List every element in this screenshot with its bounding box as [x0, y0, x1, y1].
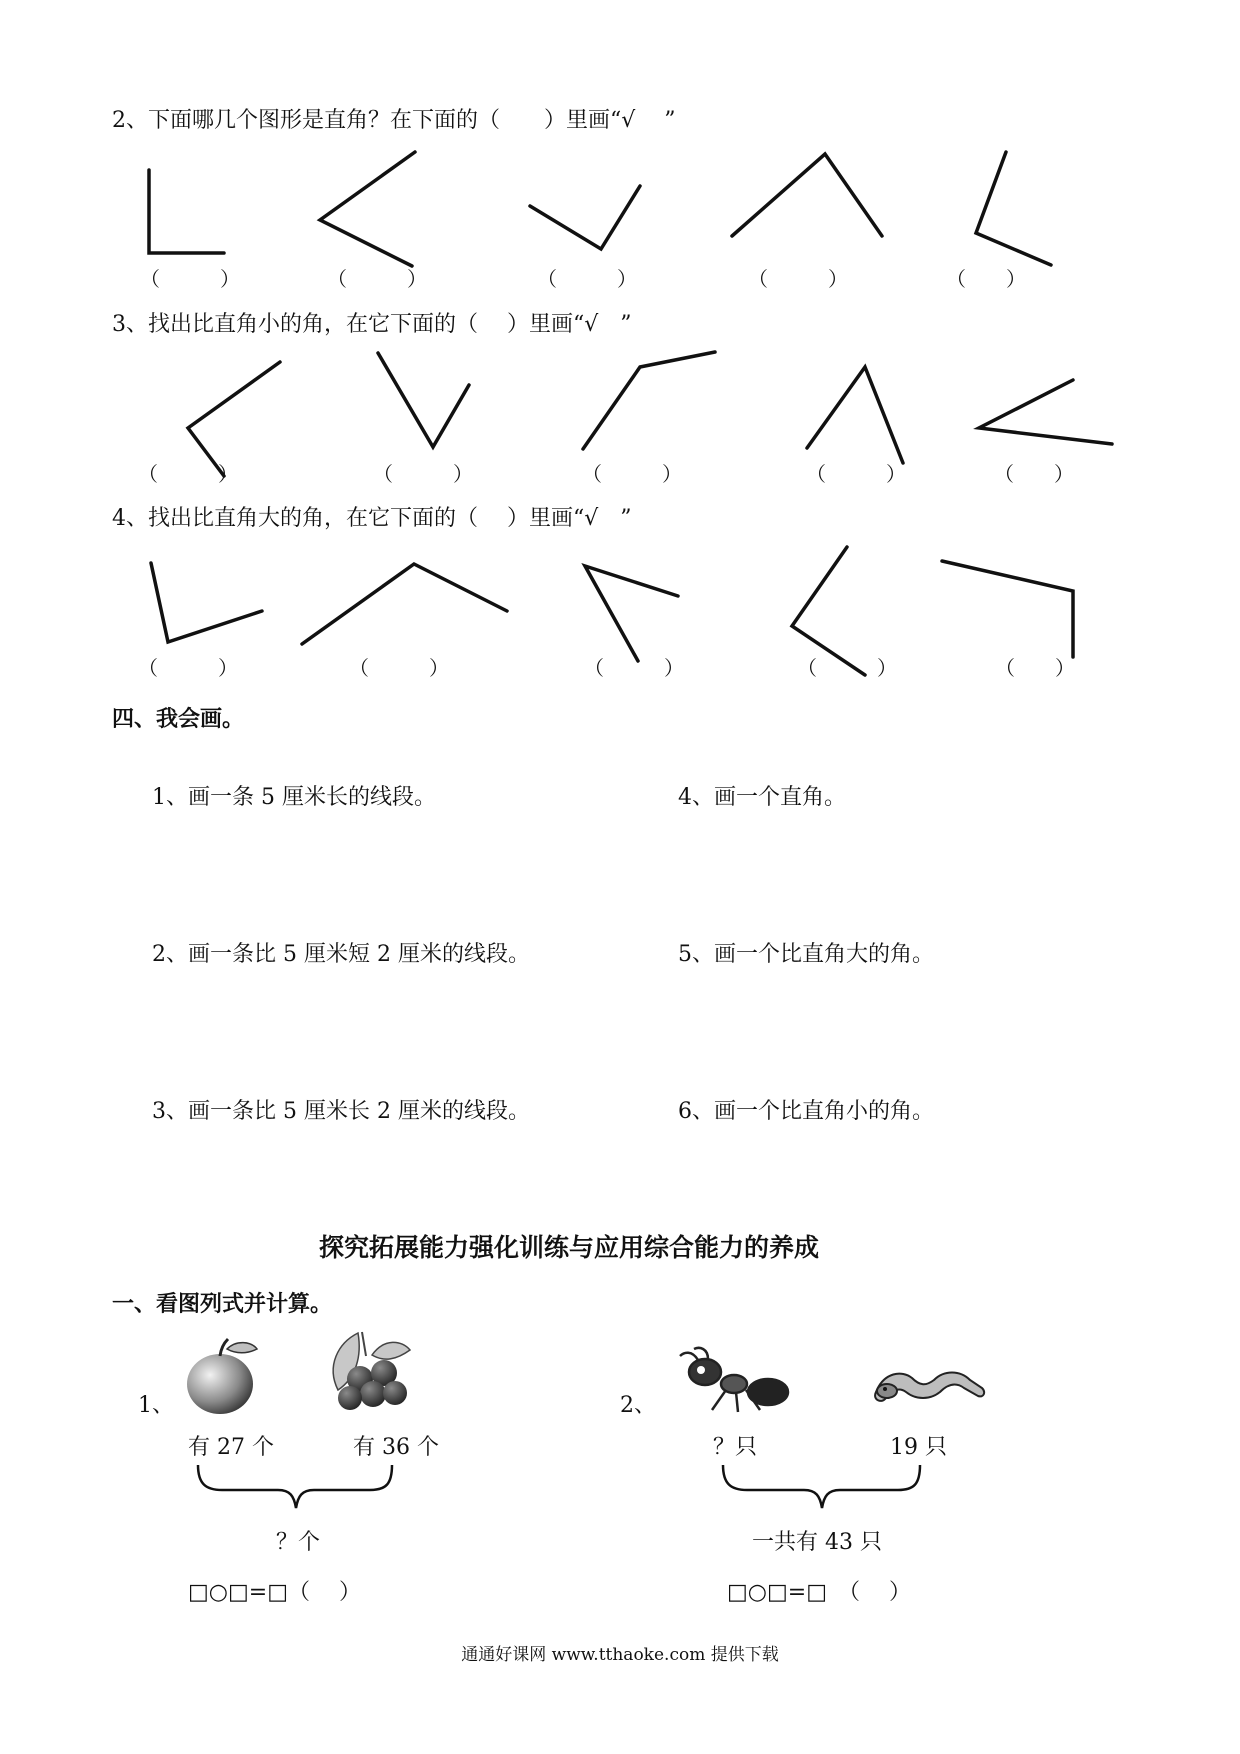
page-title: 探究拓展能力强化训练与应用综合能力的养成: [319, 1233, 820, 1262]
section4-heading: 四、我会画。: [112, 707, 245, 732]
draw-item-3: 3、画一条比 5 厘米长 2 厘米的线段。: [152, 1099, 530, 1124]
q3-answer-paren-4[interactable]: （ ）: [806, 462, 906, 486]
p2-right-label: 19 只: [890, 1435, 947, 1460]
q3-answer-paren-3[interactable]: （ ）: [582, 462, 682, 486]
p1-brace: [198, 1465, 392, 1508]
snake-icon: [875, 1373, 984, 1401]
draw-item-5: 5、画一个比直角大的角。: [678, 942, 934, 967]
q3-text: 3、找出比直角小的角，在它下面的（ ）里画“√ ”: [112, 312, 632, 337]
section1-heading: 一、看图列式并计算。: [112, 1292, 333, 1317]
q2-answer-paren-2[interactable]: （ ）: [327, 267, 427, 291]
draw-item-2: 2、画一条比 5 厘米短 2 厘米的线段。: [152, 942, 530, 967]
q2-answer-paren-3[interactable]: （ ）: [537, 267, 637, 291]
q2-answer-paren-4[interactable]: （ ）: [748, 267, 848, 291]
ant-icon: [680, 1348, 788, 1412]
q2-answer-paren-5[interactable]: （ ）: [946, 267, 1026, 291]
q3-answer-paren-5[interactable]: （ ）: [994, 462, 1074, 486]
q4-answer-paren-2[interactable]: （ ）: [349, 656, 449, 680]
berries-icon: [333, 1332, 410, 1410]
q2-answer-paren-1[interactable]: （ ）: [140, 267, 240, 291]
draw-item-4: 4、画一个直角。: [678, 785, 846, 810]
q2-text: 2、下面哪几个图形是直角？在下面的（ ）里画“√ ”: [112, 108, 676, 133]
q3-answer-paren-2[interactable]: （ ）: [373, 462, 473, 486]
p1-total: ？个: [276, 1530, 321, 1555]
p1-left-label: 有 27 个: [188, 1435, 274, 1460]
p2-formula[interactable]: □○□=□ （ ）: [727, 1580, 911, 1605]
p2-brace: [723, 1465, 920, 1508]
q4-answer-paren-3[interactable]: （ ）: [584, 656, 684, 680]
q4-text: 4、找出比直角大的角，在它下面的（ ）里画“√ ”: [112, 506, 632, 531]
p1-number: 1、: [138, 1393, 174, 1418]
q4-answer-paren-4[interactable]: （ ）: [797, 656, 897, 680]
q4-answer-paren-5[interactable]: （ ）: [995, 656, 1075, 680]
apple-icon: [187, 1339, 257, 1414]
draw-item-6: 6、画一个比直角小的角。: [678, 1099, 934, 1124]
p2-number: 2、: [620, 1393, 656, 1418]
q4-answer-paren-1[interactable]: （ ）: [138, 656, 238, 680]
p1-right-label: 有 36 个: [353, 1435, 439, 1460]
p1-formula[interactable]: □○□=□（ ）: [188, 1580, 361, 1605]
footer: 通通好课网 www.tthaoke.com 提供下载: [461, 1645, 779, 1665]
p2-total: 一共有 43 只: [752, 1530, 882, 1555]
p2-left-label: ？只: [713, 1435, 758, 1460]
draw-item-1: 1、画一条 5 厘米长的线段。: [152, 785, 436, 810]
q3-answer-paren-1[interactable]: （ ）: [138, 462, 238, 486]
